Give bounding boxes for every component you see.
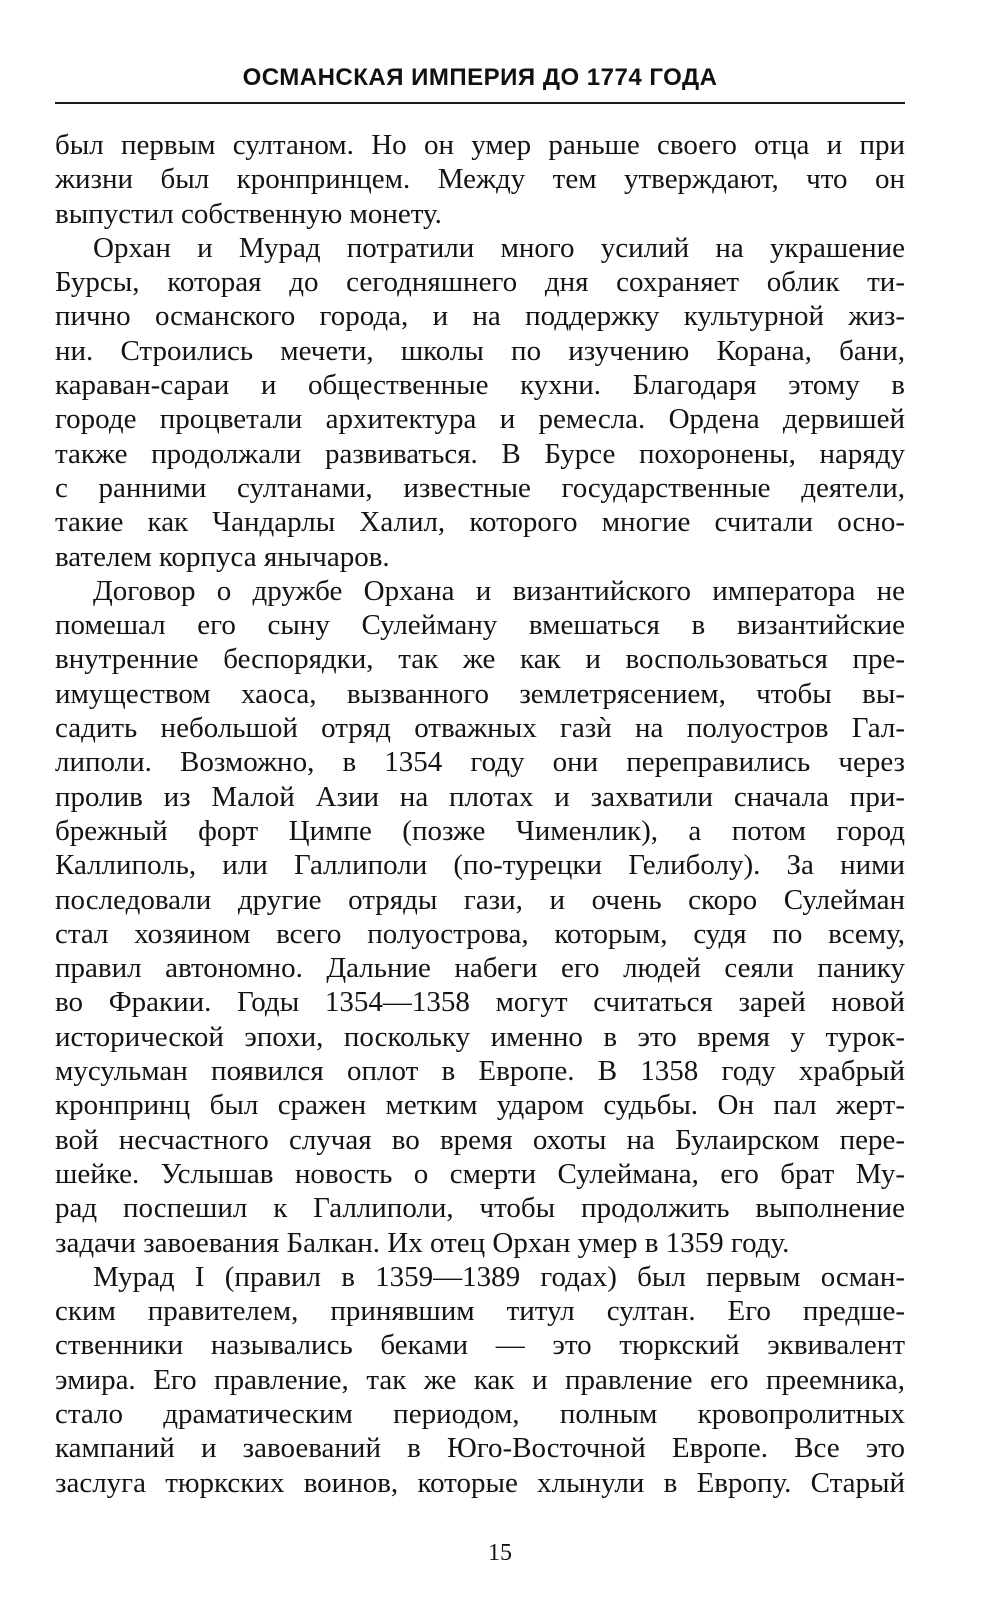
text-line: брежный форт Цимпе (позже Чименлик), а потом город bbox=[55, 814, 905, 847]
text-line: Орхан и Мурад потратили много усилий на украшение bbox=[93, 231, 905, 264]
text-line: мусульман появился оплот в Европе. В 1358 году храбрый bbox=[55, 1055, 905, 1088]
running-head: ОСМАНСКАЯ ИМПЕРИЯ ДО 1774 ГОДА bbox=[242, 64, 718, 91]
text-line: вателем корпуса янычаров. bbox=[55, 540, 390, 573]
text-line: пично османского города, и на поддержку культурной жиз- bbox=[55, 300, 905, 333]
text-line: караван-сараи и общественные кухни. Благодаря этому в bbox=[55, 369, 905, 402]
text-line: эмира. Его правление, так же как и правление его преемника, bbox=[55, 1363, 905, 1396]
text-line: такие как Чандарлы Халил, которого многие считали осно- bbox=[55, 506, 905, 539]
text-line: задачи завоевания Балкан. Их отец Орхан умер в 1359 году. bbox=[55, 1226, 790, 1259]
text-line: садить небольшой отряд отважных газѝ на полуостров Гал- bbox=[55, 712, 905, 745]
text-line: жизни был кронпринцем. Между тем утверждают, что он bbox=[55, 163, 905, 196]
text-line: Каллиполь, или Галлиполи (по-турецки Гелиболу). За ними bbox=[55, 849, 905, 882]
text-line: Договор о дружбе Орхана и византийского императора не bbox=[93, 574, 905, 607]
paragraph bbox=[55, 1260, 905, 1500]
text-line: внутренние беспорядки, так же как и воспользоваться пре- bbox=[55, 643, 905, 676]
page-number: 15 bbox=[488, 1540, 512, 1566]
text-line: липоли. Возможно, в 1354 году они переправились через bbox=[55, 746, 905, 779]
text-line: правил автономно. Дальние набеги его людей сеяли панику bbox=[55, 952, 905, 985]
text-line: шейке. Услышав новость о смерти Сулеймана, его брат Му- bbox=[55, 1157, 905, 1190]
text-line: с ранними султанами, известные государственные деятели, bbox=[55, 471, 905, 504]
paragraph bbox=[55, 128, 905, 231]
text-line: выпустил собственную монету. bbox=[55, 197, 442, 230]
text-line: кампаний и завоеваний в Юго-Восточной Европе. Все это bbox=[55, 1432, 905, 1465]
text-line: вой несчастного случая во время охоты на Булаирском пере- bbox=[55, 1123, 905, 1156]
text-line: городе процветали архитектура и ремесла. Ордена дервишей bbox=[55, 403, 905, 436]
text-line: пролив из Малой Азии на плотах и захватили сначала при- bbox=[55, 780, 905, 813]
text-line: ственники назывались беками — это тюркский эквивалент bbox=[55, 1329, 905, 1362]
text-line: помешал его сыну Сулейману вмешаться в византийские bbox=[55, 609, 905, 642]
text-line: исторической эпохи, поскольку именно в это время у турок- bbox=[55, 1020, 905, 1053]
paragraph bbox=[55, 231, 905, 574]
body-text bbox=[55, 128, 905, 1500]
header-rule bbox=[55, 102, 905, 104]
text-line: рад поспешил к Галлиполи, чтобы продолжить выполнение bbox=[55, 1192, 905, 1225]
text-line: Бурсы, которая до сегодняшнего дня сохраняет облик ти- bbox=[55, 266, 905, 299]
text-line: стало драматическим периодом, полным кровопролитных bbox=[55, 1397, 905, 1430]
paragraph bbox=[55, 574, 905, 1260]
text-line: последовали другие отряды гази, и очень скоро Сулейман bbox=[55, 883, 905, 916]
text-line: заслуга тюркских воинов, которые хлынули в Европу. Старый bbox=[55, 1466, 905, 1499]
text-line: стал хозяином всего полуострова, которым, судя по всему, bbox=[55, 917, 905, 950]
text-line: кронпринц был сражен метким ударом судьбы. Он пал жерт- bbox=[55, 1089, 905, 1122]
text-line: был первым султаном. Но он умер раньше своего отца и при bbox=[55, 129, 905, 161]
text-line: Мурад I (правил в 1359—1389 годах) был первым осман- bbox=[93, 1260, 905, 1293]
text-line: во Фракии. Годы 1354—1358 могут считаться зарей новой bbox=[55, 986, 905, 1019]
text-line: ским правителем, принявшим титул султан. Его предше- bbox=[55, 1295, 905, 1328]
text-line: ни. Строились мечети, школы по изучению Корана, бани, bbox=[55, 334, 905, 367]
text-line: также продолжали развиваться. В Бурсе похоронены, наряду bbox=[55, 437, 905, 470]
text-line: имуществом хаоса, вызванного землетрясением, чтобы вы- bbox=[55, 677, 905, 710]
